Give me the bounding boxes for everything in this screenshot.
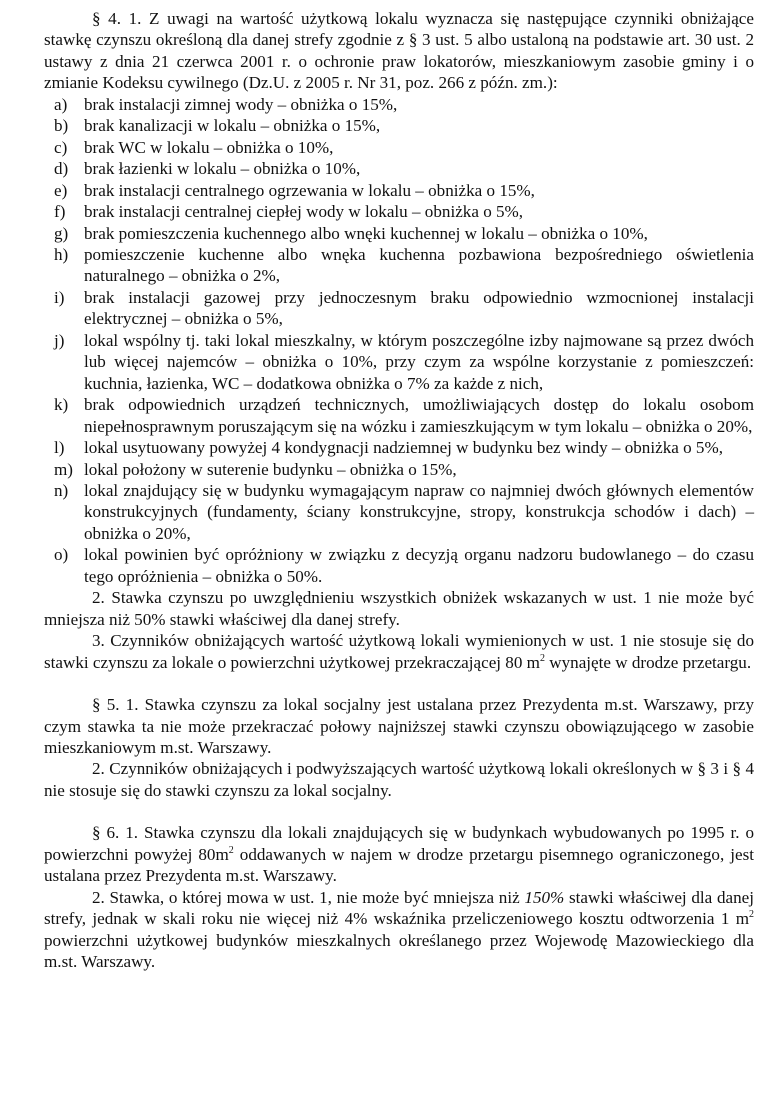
list-item-marker: c): [54, 137, 68, 157]
list-item: [44, 94, 754, 115]
list-item-marker: l): [54, 438, 65, 458]
list-item-marker: b): [54, 116, 69, 136]
list-item-marker: a): [54, 94, 68, 114]
list-item: [44, 201, 754, 222]
list-item-marker: n): [54, 480, 69, 500]
list-item-marker: g): [54, 223, 69, 243]
list-item: [44, 115, 754, 136]
section-6-paragraph-2-tail: powierzchni użytkowej budynków mieszkalnych określanego przez Wojewodę Mazowieckiego dla m.st. Warszawy.: [44, 930, 754, 972]
list-item-marker: h): [54, 244, 69, 264]
list-item-marker: o): [54, 545, 69, 565]
section-4-paragraph-3-text: 3. Czynników obniżających wartość użytkową lokali wymienionych w ust. 1 nie stosuje się do stawki czynszu za lokale o powierzchni użytkowej przekraczającej 80 m: [44, 631, 754, 672]
list-item-text: brak WC w lokalu – obniżka o 10%,: [84, 137, 334, 157]
section-4-paragraph-1: § 4. 1. Z uwagi na wartość użytkową lokalu wyznacza się następujące czynniki obniżające stawkę czynszu określoną dla danej strefy zgodnie z § 3 ust. 5 albo ustaloną na podstawie art. 30 ust. 2 ustawy z dnia 21 czerwca 2001 r. o ochronie praw lokatorów, mieszkaniowym zasobie gminy i o zmianie Kodeksu cywilnego (Dz.U. z 2005 r. Nr 31, poz. 266 z późn. zm.):: [44, 9, 754, 93]
section-6-paragraph-2: [44, 887, 754, 973]
list-item: [44, 480, 754, 544]
list-item: [44, 137, 754, 158]
list-item: [44, 394, 754, 437]
list-item-text: lokal położony w suterenie budynku – obniżka o 15%,: [84, 459, 457, 479]
list-item-text: lokal powinien być opróżniony w związku z decyzją organu nadzoru budowlanego – do czasu tego opróżnienia – obniżka o 50%.: [84, 545, 754, 586]
list-item-text: brak instalacji centralnej ciepłej wody w lokalu – obniżka o 5%,: [84, 202, 524, 222]
section-4: [44, 8, 754, 673]
section-4-item-list: [44, 94, 754, 587]
list-item-marker: i): [54, 287, 65, 307]
list-item: [44, 244, 754, 287]
section-4-paragraph-3-tail: wynajęte w drodze przetargu.: [544, 652, 752, 672]
list-item-marker: m): [54, 459, 73, 479]
list-item-text: brak instalacji gazowej przy jednoczesnym braku odpowiednio wzmocnionej instalacji elektrycznej – obniżka o 5%,: [84, 287, 754, 329]
list-item-text: pomieszczenie kuchenne albo wnęka kuchenna pozbawiona bezpośredniego oświetlenia naturalnego – obniżka o 2%,: [84, 244, 754, 286]
superscript-2: 2: [749, 909, 754, 921]
document-page: [44, 8, 754, 972]
list-item-text: brak instalacji zimnej wody – obniżka o 15%,: [84, 94, 398, 114]
italic-percentage: 150%: [524, 887, 565, 907]
list-item-text: brak odpowiednich urządzeń technicznych, umożliwiających dostęp do lokalu osobom niepełnosprawnym poruszającym się na wózku i zamieszkującym w tym lokalu – obniżka o 20%,: [84, 395, 754, 436]
list-item-text: brak instalacji centralnego ogrzewania w lokalu – obniżka o 15%,: [84, 180, 535, 200]
list-item: [44, 223, 754, 244]
list-item: [44, 437, 754, 458]
section-spacer: [44, 673, 754, 694]
list-item-text: brak łazienki w lokalu – obniżka o 10%,: [84, 159, 361, 179]
section-6-paragraph-2-text: 2. Stawka, o której mowa w ust. 1, nie może być mniejsza niż: [92, 887, 525, 907]
section-4-paragraph-3: [44, 630, 754, 673]
superscript-2: 2: [228, 844, 234, 856]
list-item-text: lokal wspólny tj. taki lokal mieszkalny, w którym poszczególne izby najmowane są przez dwóch lub więcej najemców – obniżka o 10%, przy czym za wspólne korzystanie z pomieszczeń: kuchnia, łazienka, WC – dodatkowa obniżka o 7% za każde z nich,: [84, 330, 754, 393]
list-item: [44, 544, 754, 587]
list-item-text: lokal usytuowany powyżej 4 kondygnacji nadziemnej w budynku bez windy – obniżka o 5%,: [84, 438, 723, 458]
list-item-text: lokal znajdujący się w budynku wymagającym napraw co najmniej dwóch głównych elementów konstrukcyjnych (fundamenty, ściany konstrukcyjne, stropy, konstrukcja schodów i dach) – obniżka o 20%,: [84, 480, 754, 543]
list-item: [44, 459, 754, 480]
superscript-2: 2: [539, 652, 545, 664]
section-5-paragraph-2: 2. Czynników obniżających i podwyższających wartość użytkową lokali określonych w § 3 i § 4 nie stosuje się do stawki czynszu za lokal socjalny.: [44, 759, 754, 800]
list-item: [44, 180, 754, 201]
section-5-paragraph-1: § 5. 1. Stawka czynszu za lokal socjalny jest ustalana przez Prezydenta m.st. Warszawy, przy czym stawka ta nie może przekraczać połowy najniższej stawki czynszu obowiązującego w zasobie mieszkaniowym m.st. Warszawy.: [44, 695, 754, 757]
section-6-paragraph-2-mid: stawki właściwej dla danej strefy, jednak w skali roku nie więcej niż 4% wskaźnika przeliczeniowego kosztu odtworzenia 1 m: [44, 887, 754, 929]
section-4-paragraph-2: 2. Stawka czynszu po uwzględnieniu wszystkich obniżek wskazanych w ust. 1 nie może być mniejsza niż 50% stawki właściwej dla danej strefy.: [44, 588, 754, 629]
list-item-text: brak kanalizacji w lokalu – obniżka o 15%,: [84, 116, 381, 136]
section-6-paragraph-1: [44, 822, 754, 886]
list-item-marker: k): [54, 395, 69, 415]
list-item-marker: d): [54, 159, 69, 179]
list-item: [44, 330, 754, 394]
list-item: [44, 158, 754, 179]
list-item-text: brak pomieszczenia kuchennego albo wnęki kuchennej w lokalu – obniżka o 10%,: [84, 223, 648, 243]
list-item-marker: f): [54, 202, 66, 222]
list-item: [44, 287, 754, 330]
list-item-marker: e): [54, 180, 68, 200]
list-item-marker: j): [54, 330, 65, 350]
section-spacer: [44, 801, 754, 822]
section-6-paragraph-1-text: § 6. 1. Stawka czynszu dla lokali znajdujących się w budynkach wybudowanych po 1995 r. o powierzchni powyżej 80m: [44, 823, 754, 864]
section-6: [44, 822, 754, 972]
section-5: [44, 694, 754, 801]
section-6-paragraph-1-tail: oddawanych w najem w drodze przetargu pisemnego ograniczonego, jest ustalana przez Prezydenta m.st. Warszawy.: [44, 844, 754, 886]
